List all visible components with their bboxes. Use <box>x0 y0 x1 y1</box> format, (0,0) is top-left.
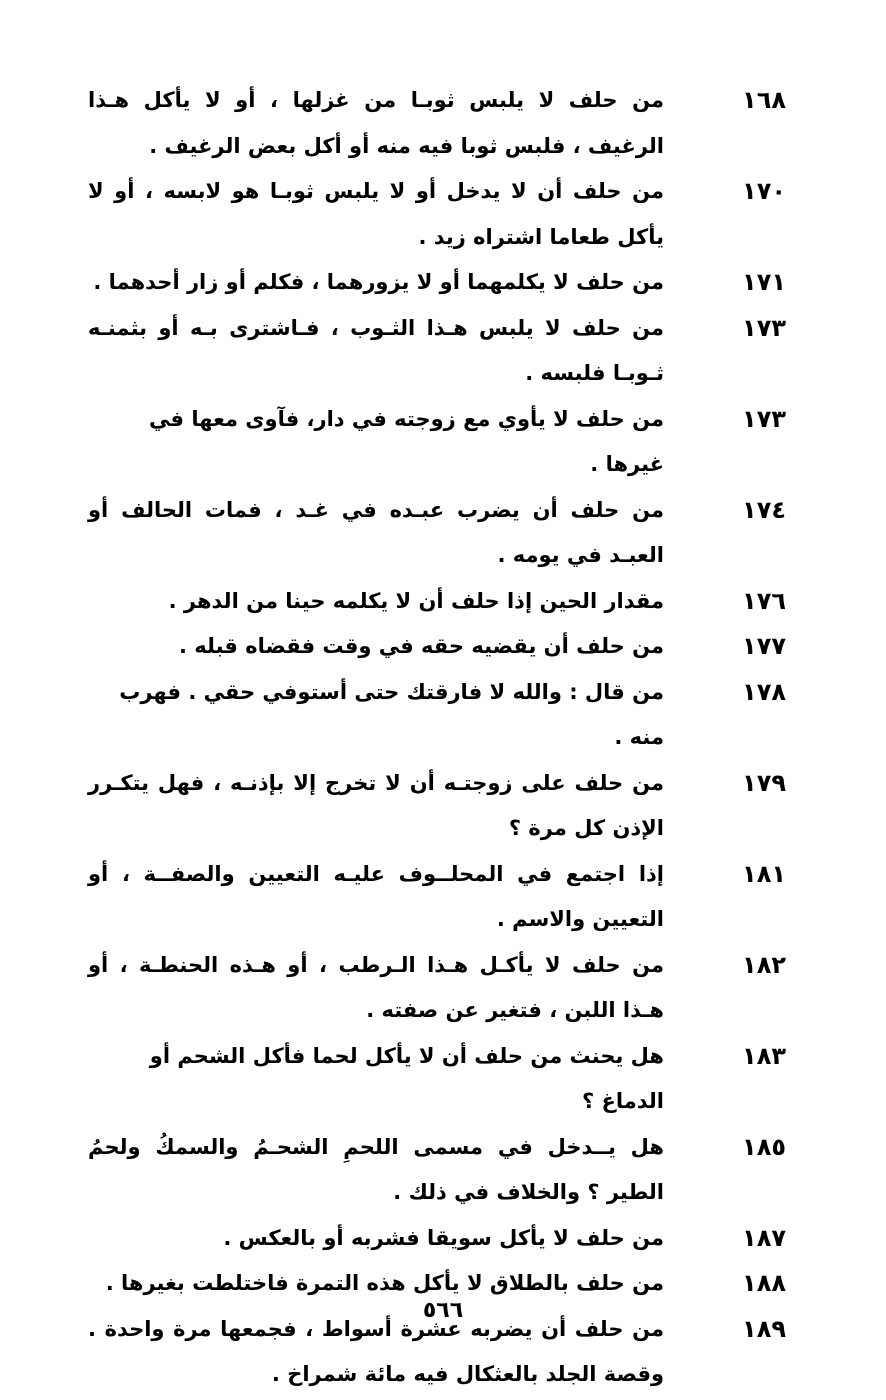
entry-text: هل يــدخل في مسمى اللحمِ الشحـمُ والسمكُ ولحمُ الطير ؟ والخلاف في ذلك . <box>88 1134 664 1204</box>
page-number: ٥٦٦ <box>422 1298 464 1323</box>
entry-text: من حلف لا يأكل سويقا فشربه أو بالعكس . <box>223 1225 664 1250</box>
entry-page-number: ١٨٥ <box>742 1132 786 1161</box>
index-entry <box>88 488 786 579</box>
entry-page-number: ١٨١ <box>742 859 786 888</box>
entry-page-number: ١٨٢ <box>742 950 786 979</box>
index-entry <box>88 1216 786 1262</box>
entry-page-number: ١٧٣ <box>742 313 786 342</box>
entry-page-number: ١٧٦ <box>742 586 786 615</box>
index-entry <box>88 670 786 761</box>
index-entry <box>88 260 786 306</box>
index-entry <box>88 1125 786 1216</box>
index-entry <box>88 306 786 397</box>
entry-page-number: ١٧٣ <box>742 404 786 433</box>
entry-page-number: ١٧٤ <box>742 495 786 524</box>
entry-page-number: ١٧٠ <box>742 177 786 205</box>
entry-text: من حلف أن يضرب عبـده في غـد ، فمات الحالف أو العبـد في يومه . <box>88 497 664 567</box>
entry-page-number: ١٦٨ <box>742 86 786 114</box>
entry-page-number: ١٨٨ <box>742 1269 786 1297</box>
entry-text: من قال : والله لا فارقتك حتى أستوفي حقي . فهرب منه . <box>119 679 664 749</box>
index-entry <box>88 943 786 1034</box>
entry-text: من حلف أن يضربه عشرة أسواط ، فجمعها مرة واحدة . وقصة الجلد بالعثكال فيه مائة شمراخ . <box>88 1316 664 1386</box>
entry-page-number: ١٨٧ <box>742 1223 786 1252</box>
entry-text: من حلف لا يكلمهما أو لا يزورهما ، فكلم أو زار أحدهما . <box>93 270 664 294</box>
entry-text: من حلف أن يقضيه حقه في وقت فقضاه قبله . <box>179 634 664 658</box>
entry-text: من حلف بالطلاق لا يأكل هذه التمرة فاختلطت بغيرها . <box>105 1271 664 1295</box>
entry-page-number: ١٧٨ <box>742 677 786 706</box>
entry-text: مقدار الحين إذا حلف أن لا يكلمه حينا من الدهر . <box>168 588 664 613</box>
entry-text: هل يحنث من حلف أن لا يأكل لحما فأكل الشحم أو الدماغ ؟ <box>149 1043 664 1113</box>
entry-text: من حلف لا يلبس هـذا الثـوب ، فـاشترى بـه أو بثمنـه ثـوبـا فلبسه . <box>88 315 664 385</box>
index-entry <box>88 169 786 260</box>
entry-text: من حلف أن لا يدخل أو لا يلبس ثوبـا هو لابسه ، أو لا يأكل طعاما اشتراه زيد . <box>88 179 664 249</box>
entry-page-number: ١٨٩ <box>742 1314 786 1343</box>
entry-text: من حلف لا يلبس ثوبـا من غزلها ، أو لا يأكل هـذا الرغيف ، فلبس ثوبا فيه منه أو أكل بعض الرغيف . <box>88 88 664 158</box>
index-list <box>88 78 786 1398</box>
entry-page-number: ١٧١ <box>742 268 786 296</box>
index-entry <box>88 761 786 852</box>
index-entry <box>88 852 786 943</box>
entry-text: من حلف على زوجتـه أن لا تخرج إلا بإذنـه ، فهل يتكـرر الإذن كل مرة ؟ <box>88 770 664 840</box>
entry-page-number: ١٨٣ <box>742 1041 786 1070</box>
index-entry <box>88 624 786 670</box>
entry-page-number: ١٧٧ <box>742 632 786 660</box>
index-entry <box>88 1034 786 1125</box>
entry-text: من حلف لا يأكـل هـذا الـرطب ، أو هـذه الحنطـة ، أو هـذا اللبن ، فتغير عن صفته . <box>88 952 664 1022</box>
index-entry <box>88 397 786 488</box>
entry-text: من حلف لا يأوي مع زوجته في دار، فآوى معها في غيرها . <box>149 406 664 476</box>
index-entry <box>88 78 786 169</box>
entry-text: إذا اجتمع في المحلــوف عليـه التعيين والصفــة ، أو التعيين والاسم . <box>88 861 664 931</box>
entry-page-number: ١٧٩ <box>742 768 786 797</box>
index-entry <box>88 579 786 625</box>
